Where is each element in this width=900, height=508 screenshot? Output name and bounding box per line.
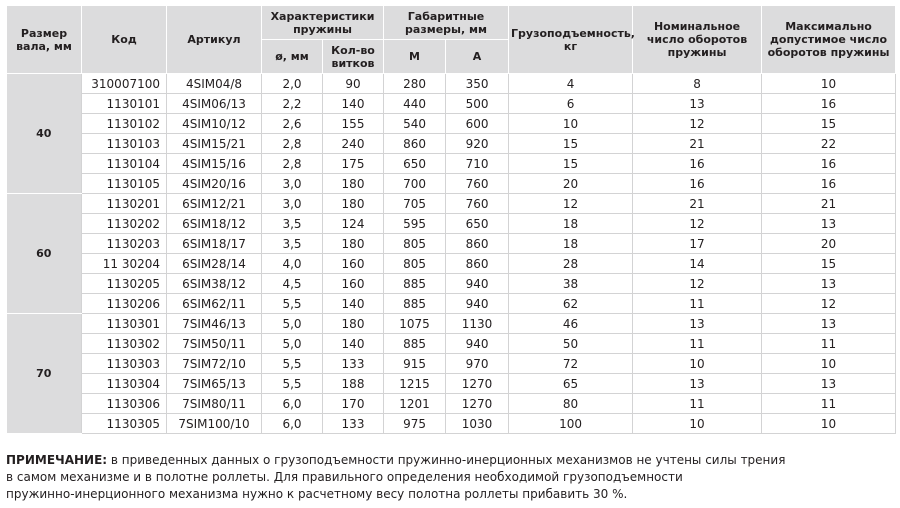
header-spring-characteristics: Характеристики пружины [262,6,384,40]
diameter-cell: 3,5 [262,234,323,254]
table-header [7,6,896,74]
article-cell: 6SIM12/21 [167,194,262,214]
max-turns-cell: 13 [762,214,896,234]
article-cell: 6SIM18/17 [167,234,262,254]
turns-cell: 140 [323,334,384,354]
dimension-a-cell: 860 [446,254,509,274]
code-cell: 11 30204 [82,254,167,274]
table-row [7,154,896,174]
dimension-m-cell: 540 [384,114,446,134]
turns-cell: 180 [323,314,384,334]
table-row [7,294,896,314]
code-cell: 1130104 [82,154,167,174]
turns-cell: 170 [323,394,384,414]
nominal-turns-cell: 10 [633,414,762,434]
nominal-turns-cell: 13 [633,314,762,334]
max-turns-cell: 21 [762,194,896,214]
code-cell: 1130303 [82,354,167,374]
turns-cell: 160 [323,254,384,274]
article-cell: 6SIM28/14 [167,254,262,274]
table-row [7,374,896,394]
dimension-a-cell: 940 [446,274,509,294]
turns-cell: 133 [323,414,384,434]
load-capacity-cell: 4 [509,74,633,94]
table-row [7,174,896,194]
dimension-a-cell: 760 [446,194,509,214]
diameter-cell: 2,6 [262,114,323,134]
max-turns-cell: 16 [762,174,896,194]
max-turns-cell: 20 [762,234,896,254]
code-cell: 1130206 [82,294,167,314]
turns-cell: 180 [323,174,384,194]
turns-cell: 188 [323,374,384,394]
load-capacity-cell: 15 [509,134,633,154]
nominal-turns-cell: 14 [633,254,762,274]
nominal-turns-cell: 16 [633,174,762,194]
code-cell: 1130101 [82,94,167,114]
diameter-cell: 3,5 [262,214,323,234]
turns-cell: 240 [323,134,384,154]
dimension-m-cell: 280 [384,74,446,94]
diameter-cell: 5,0 [262,314,323,334]
shaft-size-cell: 60 [7,194,82,314]
turns-cell: 160 [323,274,384,294]
table-row [7,74,896,94]
header-diameter: ø, мм [262,40,323,74]
header-dimension-a: А [446,40,509,74]
code-cell: 310007100 [82,74,167,94]
diameter-cell: 4,5 [262,274,323,294]
article-cell: 7SIM50/11 [167,334,262,354]
max-turns-cell: 22 [762,134,896,154]
diameter-cell: 4,0 [262,254,323,274]
article-cell: 6SIM18/12 [167,214,262,234]
turns-cell: 140 [323,94,384,114]
article-cell: 7SIM80/11 [167,394,262,414]
code-cell: 1130103 [82,134,167,154]
article-cell: 4SIM10/12 [167,114,262,134]
nominal-turns-cell: 11 [633,394,762,414]
table-row [7,314,896,334]
diameter-cell: 2,0 [262,74,323,94]
note-text-line-2: в самом механизме и в полотне роллеты. Для правильного определения необходимой грузоподъемности [6,470,683,484]
dimension-a-cell: 760 [446,174,509,194]
nominal-turns-cell: 13 [633,374,762,394]
dimension-a-cell: 940 [446,294,509,314]
dimension-a-cell: 970 [446,354,509,374]
diameter-cell: 3,0 [262,194,323,214]
table-row [7,394,896,414]
dimension-a-cell: 500 [446,94,509,114]
dimension-m-cell: 885 [384,274,446,294]
max-turns-cell: 13 [762,374,896,394]
dimension-a-cell: 860 [446,234,509,254]
diameter-cell: 3,0 [262,174,323,194]
dimension-a-cell: 710 [446,154,509,174]
article-cell: 4SIM06/13 [167,94,262,114]
article-cell: 7SIM46/13 [167,314,262,334]
dimension-m-cell: 1215 [384,374,446,394]
dimension-a-cell: 1270 [446,394,509,414]
table-row [7,94,896,114]
load-capacity-cell: 72 [509,354,633,374]
header-dimension-m: М [384,40,446,74]
header-overall-dimensions: Габаритные размеры, мм [384,6,509,40]
dimension-a-cell: 920 [446,134,509,154]
turns-cell: 180 [323,234,384,254]
dimension-m-cell: 885 [384,334,446,354]
dimension-m-cell: 805 [384,254,446,274]
diameter-cell: 5,5 [262,374,323,394]
table-row [7,254,896,274]
code-cell: 1130306 [82,394,167,414]
article-cell: 6SIM38/12 [167,274,262,294]
max-turns-cell: 13 [762,314,896,334]
nominal-turns-cell: 12 [633,114,762,134]
nominal-turns-cell: 21 [633,134,762,154]
diameter-cell: 6,0 [262,394,323,414]
code-cell: 1130201 [82,194,167,214]
code-cell: 1130305 [82,414,167,434]
table-row [7,354,896,374]
load-capacity-cell: 18 [509,214,633,234]
max-turns-cell: 16 [762,94,896,114]
code-cell: 1130203 [82,234,167,254]
note-text-line-3: пружинно-инерционного механизма нужно к расчетному весу полотна роллеты прибавить 30 %. [6,487,628,501]
article-cell: 4SIM04/8 [167,74,262,94]
table-row [7,194,896,214]
note-label: ПРИМЕЧАНИЕ: [6,453,108,467]
article-cell: 7SIM100/10 [167,414,262,434]
dimension-m-cell: 1201 [384,394,446,414]
code-cell: 1130302 [82,334,167,354]
table-body [7,74,896,434]
table-row [7,114,896,134]
nominal-turns-cell: 13 [633,94,762,114]
article-cell: 7SIM72/10 [167,354,262,374]
code-cell: 1130105 [82,174,167,194]
max-turns-cell: 11 [762,334,896,354]
load-capacity-cell: 12 [509,194,633,214]
table-row [7,134,896,154]
nominal-turns-cell: 17 [633,234,762,254]
load-capacity-cell: 18 [509,234,633,254]
article-cell: 6SIM62/11 [167,294,262,314]
turns-cell: 180 [323,194,384,214]
diameter-cell: 6,0 [262,414,323,434]
turns-cell: 90 [323,74,384,94]
load-capacity-cell: 15 [509,154,633,174]
dimension-m-cell: 975 [384,414,446,434]
table-row [7,414,896,434]
note-paragraph [6,452,886,503]
header-max-turns: Максимально допустимое число оборотов пружины [762,6,896,74]
header-shaft-size: Размер вала, мм [7,6,82,74]
table-row [7,234,896,254]
dimension-a-cell: 350 [446,74,509,94]
nominal-turns-cell: 8 [633,74,762,94]
header-nominal-turns: Номинальное число оборотов пружины [633,6,762,74]
dimension-m-cell: 805 [384,234,446,254]
nominal-turns-cell: 11 [633,334,762,354]
nominal-turns-cell: 16 [633,154,762,174]
code-cell: 1130202 [82,214,167,234]
turns-cell: 133 [323,354,384,374]
dimension-m-cell: 860 [384,134,446,154]
dimension-a-cell: 1270 [446,374,509,394]
max-turns-cell: 12 [762,294,896,314]
load-capacity-cell: 80 [509,394,633,414]
dimension-a-cell: 1130 [446,314,509,334]
article-cell: 7SIM65/13 [167,374,262,394]
nominal-turns-cell: 12 [633,214,762,234]
max-turns-cell: 16 [762,154,896,174]
load-capacity-cell: 65 [509,374,633,394]
dimension-a-cell: 600 [446,114,509,134]
table-row [7,334,896,354]
note-text-line-1: в приведенных данных о грузоподъемности пружинно-инерционных механизмов не учтены силы трения [107,453,786,467]
dimension-a-cell: 1030 [446,414,509,434]
max-turns-cell: 10 [762,354,896,374]
dimension-m-cell: 915 [384,354,446,374]
dimension-m-cell: 650 [384,154,446,174]
load-capacity-cell: 20 [509,174,633,194]
diameter-cell: 5,5 [262,354,323,374]
diameter-cell: 2,8 [262,134,323,154]
dimension-a-cell: 650 [446,214,509,234]
table-row [7,214,896,234]
shaft-size-cell: 40 [7,74,82,194]
dimension-a-cell: 940 [446,334,509,354]
nominal-turns-cell: 21 [633,194,762,214]
code-cell: 1130102 [82,114,167,134]
max-turns-cell: 11 [762,394,896,414]
header-turns-count: Кол-во витков [323,40,384,74]
shaft-size-cell: 70 [7,314,82,434]
spring-spec-table [6,5,896,434]
code-cell: 1130304 [82,374,167,394]
dimension-m-cell: 440 [384,94,446,114]
article-cell: 4SIM15/16 [167,154,262,174]
turns-cell: 155 [323,114,384,134]
max-turns-cell: 10 [762,74,896,94]
dimension-m-cell: 885 [384,294,446,314]
load-capacity-cell: 28 [509,254,633,274]
load-capacity-cell: 50 [509,334,633,354]
article-cell: 4SIM15/21 [167,134,262,154]
nominal-turns-cell: 12 [633,274,762,294]
nominal-turns-cell: 10 [633,354,762,374]
diameter-cell: 5,0 [262,334,323,354]
nominal-turns-cell: 11 [633,294,762,314]
load-capacity-cell: 46 [509,314,633,334]
code-cell: 1130301 [82,314,167,334]
dimension-m-cell: 1075 [384,314,446,334]
max-turns-cell: 13 [762,274,896,294]
header-load-capacity: Грузоподъемность, кг [509,6,633,74]
load-capacity-cell: 6 [509,94,633,114]
diameter-cell: 2,2 [262,94,323,114]
max-turns-cell: 15 [762,114,896,134]
dimension-m-cell: 705 [384,194,446,214]
max-turns-cell: 15 [762,254,896,274]
turns-cell: 124 [323,214,384,234]
load-capacity-cell: 100 [509,414,633,434]
diameter-cell: 2,8 [262,154,323,174]
code-cell: 1130205 [82,274,167,294]
max-turns-cell: 10 [762,414,896,434]
header-article: Артикул [167,6,262,74]
turns-cell: 175 [323,154,384,174]
dimension-m-cell: 700 [384,174,446,194]
load-capacity-cell: 62 [509,294,633,314]
turns-cell: 140 [323,294,384,314]
load-capacity-cell: 38 [509,274,633,294]
diameter-cell: 5,5 [262,294,323,314]
dimension-m-cell: 595 [384,214,446,234]
header-code: Код [82,6,167,74]
article-cell: 4SIM20/16 [167,174,262,194]
load-capacity-cell: 10 [509,114,633,134]
table-row [7,274,896,294]
